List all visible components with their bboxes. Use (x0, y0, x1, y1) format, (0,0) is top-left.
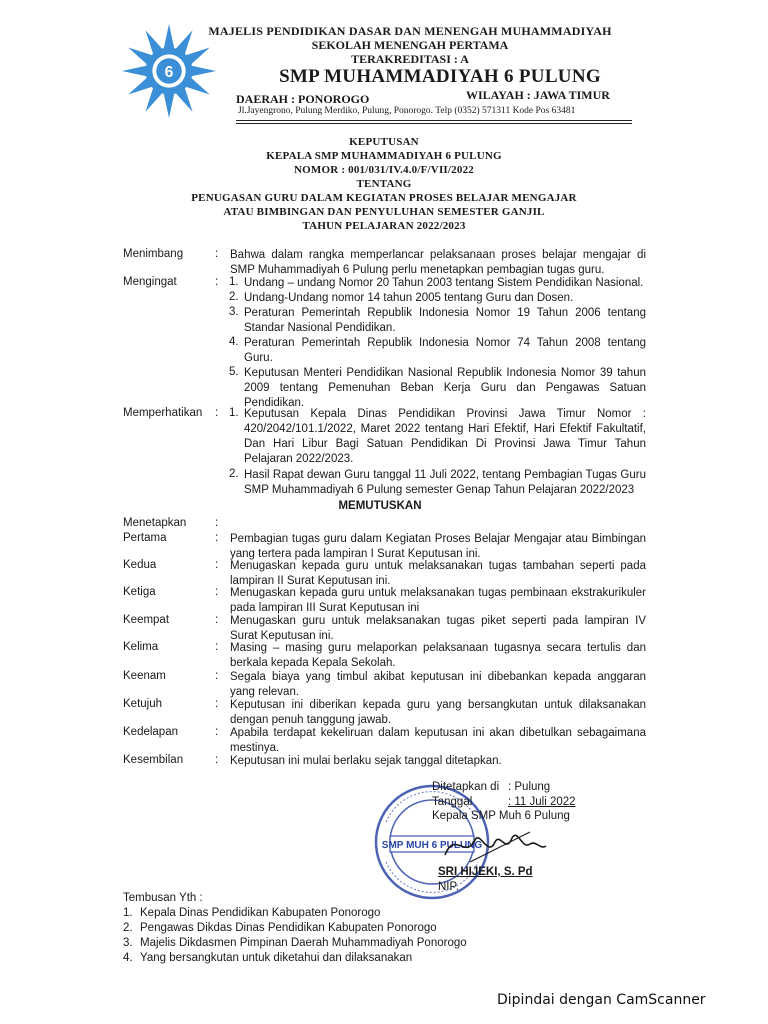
tembusan-num: 2. (123, 922, 133, 934)
label-mengingat: Mengingat (123, 276, 177, 288)
colon: : (215, 614, 219, 626)
header-divider (236, 120, 632, 121)
decision-label: Kedelapan (123, 726, 178, 738)
decision-label: Ketujuh (123, 698, 163, 710)
sig-ditetapkan-label: Ditetapkan di (432, 781, 500, 793)
doc-subject-line1: PENUGASAN GURU DALAM KEGIATAN PROSES BELAJAR MENGAJAR (191, 192, 577, 204)
colon: : (215, 248, 219, 260)
colon: : (215, 559, 219, 571)
tembusan-item: Yang bersangkutan untuk diketahui dan dilaksanakan (140, 952, 413, 964)
colon: : (215, 698, 219, 710)
tembusan-item: Pengawas Dikdas Dinas Pendidikan Kabupaten Ponorogo (140, 922, 437, 934)
camscanner-watermark: Dipindai dengan CamScanner (497, 992, 706, 1008)
tembusan-num: 3. (123, 937, 133, 949)
decision-label: Kedua (123, 559, 157, 571)
list-number: 2. (229, 468, 239, 480)
label-memperhatikan: Memperhatikan (123, 407, 203, 419)
header-school-type: SEKOLAH MENENGAH PERTAMA (311, 38, 509, 52)
mengingat-item: Peraturan Pemerintah Republik Indonesia Nomor 19 Tahun 2006 tentang Standar Nasional Pendidikan. (244, 307, 646, 334)
decision-text: Masing – masing guru melaporkan pelaksanaan tugasnya secara tertulis dan berkala kepada Kepala Sekolah. (230, 642, 646, 669)
logo-number: 6 (164, 63, 174, 81)
handwritten-signature-icon (440, 820, 550, 870)
menimbang-text: Bahwa dalam rangka memperlancar pelaksanaan proses belajar mengajar di SMP Muhammadiyah 6 Pulung perlu menetapkan pembagian tugas guru. (230, 249, 646, 276)
mengingat-item: Keputusan Menteri Pendidikan Nasional Republik Indonesia Nomor 39 tahun 2009 tentang Pemenuhan Beban Kerja Guru dan Pengawas Satuan Pendidikan. (244, 367, 646, 409)
sig-ditetapkan-value: : Pulung (508, 781, 551, 793)
list-number: 1. (229, 276, 239, 288)
mengingat-item: Peraturan Pemerintah Republik Indonesia Nomor 74 Tahun 2008 tentang Guru. (244, 337, 646, 364)
doc-number: NOMOR : 001/031/IV.4.0/F/VII/2022 (294, 164, 474, 176)
mengingat-item: Undang – undang Nomor 20 Tahun 2003 tentang Sistem Pendidikan Nasional. (244, 277, 644, 289)
list-number: 4. (229, 336, 239, 348)
header-wilayah: WILAYAH : JAWA TIMUR (466, 88, 610, 102)
tembusan-num: 4. (123, 952, 133, 964)
sig-tanggal-value: : 11 Juli 2022 (508, 796, 576, 808)
decision-text: Keputusan ini mulai berlaku sejak tanggal ditetapkan. (230, 755, 502, 767)
stamp-label: SMP MUH 6 PULUNG (381, 840, 483, 851)
header-daerah: DAERAH : PONOROGO (236, 92, 370, 106)
signatory-nip: NIP. (438, 881, 459, 893)
decision-text: Keputusan ini diberikan kepada guru yang bersangkutan untuk dilaksanakan dengan penuh tanggung jawab. (230, 699, 646, 726)
colon: : (215, 586, 219, 598)
decision-text: Pembagian tugas guru dalam Kegiatan Proses Belajar Mengajar atau Bimbingan yang tertera pada lampiran I Surat Keputusan ini. (230, 533, 646, 560)
signatory-name: SRI HIJEKI, S. Pd (438, 866, 533, 878)
decision-label: Keenam (123, 670, 166, 682)
list-number: 3. (229, 306, 239, 318)
colon: : (215, 641, 219, 653)
decision-text: Segala biaya yang timbul akibat keputusan ini dibebankan kepada anggaran yang relevan. (230, 671, 646, 698)
tembusan-item: Kepala Dinas Pendidikan Kabupaten Ponorogo (140, 907, 381, 919)
colon: : (215, 532, 219, 544)
tembusan-label: Tembusan Yth : (123, 892, 203, 904)
header-divider-thin (236, 123, 632, 124)
sig-tanggal-label: Tanggal (432, 796, 473, 808)
header-majelis: MAJELIS PENDIDIKAN DASAR DAN MENENGAH MUHAMMADIYAH (208, 24, 612, 38)
decision-text: Menugaskan kepada guru untuk melaksanakan tugas tambahan seperti pada lampiran II Surat Keputusan ini. (230, 560, 646, 587)
list-number: 1. (229, 407, 239, 419)
decision-label: Kelima (123, 641, 159, 653)
decision-label: Kesembilan (123, 754, 184, 766)
decision-text: Menugaskan kepada guru untuk melaksanakan tugas pembinaan ekstrakurikuler pada lampiran III Surat Keputusan ini (230, 587, 646, 614)
doc-title-tentang: TENTANG (356, 178, 412, 190)
doc-title-kepala: KEPALA SMP MUHAMMADIYAH 6 PULUNG (266, 150, 502, 162)
memperhatikan-item: Keputusan Kepala Dinas Pendidikan Provinsi Jawa Timur Nomor : 420/2042/101.1/2022, Maret 2022 tentang Hari Efektif, Hari Efektif Fakultatif, Dan Hari Libur Bagi Satuan Pendidikan Di Provinsi Jawa Timur Tahun Pelajaran 2022/2023. (244, 408, 646, 465)
colon: : (215, 670, 219, 682)
sig-jabatan: Kepala SMP Muh 6 Pulung (432, 810, 570, 822)
header-address: Jl.Jayengrono, Pulung Merdiko, Pulung, Ponorogo. Telp (0352) 571311 Kode Pos 63481 (238, 106, 576, 116)
doc-subject-line2: ATAU BIMBINGAN DAN PENYULUHAN SEMESTER GANJIL (223, 206, 545, 218)
school-name: SMP MUHAMMADIYAH 6 PULUNG (279, 66, 601, 87)
colon: : (215, 276, 219, 288)
decision-label: Keempat (123, 614, 170, 626)
decision-text: Apabila terdapat kekeliruan dalam keputusan ini akan dibetulkan sebagaimana mestinya. (230, 727, 646, 754)
list-number: 5. (229, 366, 239, 378)
colon: : (215, 517, 219, 529)
memutuskan-heading: MEMUTUSKAN (338, 500, 422, 512)
doc-subject-year: TAHUN PELAJARAN 2022/2023 (302, 220, 466, 232)
header-accreditation: TERAKREDITASI : A (351, 52, 469, 66)
doc-title-keputusan: KEPUTUSAN (349, 136, 419, 148)
colon: : (215, 407, 219, 419)
colon: : (215, 726, 219, 738)
label-menimbang: Menimbang (123, 248, 184, 260)
label-menetapkan: Menetapkan (123, 517, 187, 529)
tembusan-item: Majelis Dikdasmen Pimpinan Daerah Muhammadiyah Ponorogo (140, 937, 467, 949)
decision-label: Ketiga (123, 586, 156, 598)
decision-text: Menugaskan guru untuk melaksanakan tugas piket seperti pada lampiran IV Surat Keputusan ini. (230, 615, 646, 642)
mengingat-item: Undang-Undang nomor 14 tahun 2005 tentang Guru dan Dosen. (244, 292, 574, 304)
colon: : (215, 754, 219, 766)
tembusan-num: 1. (123, 907, 133, 919)
memperhatikan-item: Hasil Rapat dewan Guru tanggal 11 Juli 2022, tentang Pembagian Tugas Guru SMP Muhammadiyah 6 Pulung semester Genap Tahun Pelajaran 2022/2023 (244, 469, 646, 496)
decision-label: Pertama (123, 532, 167, 544)
list-number: 2. (229, 291, 239, 303)
